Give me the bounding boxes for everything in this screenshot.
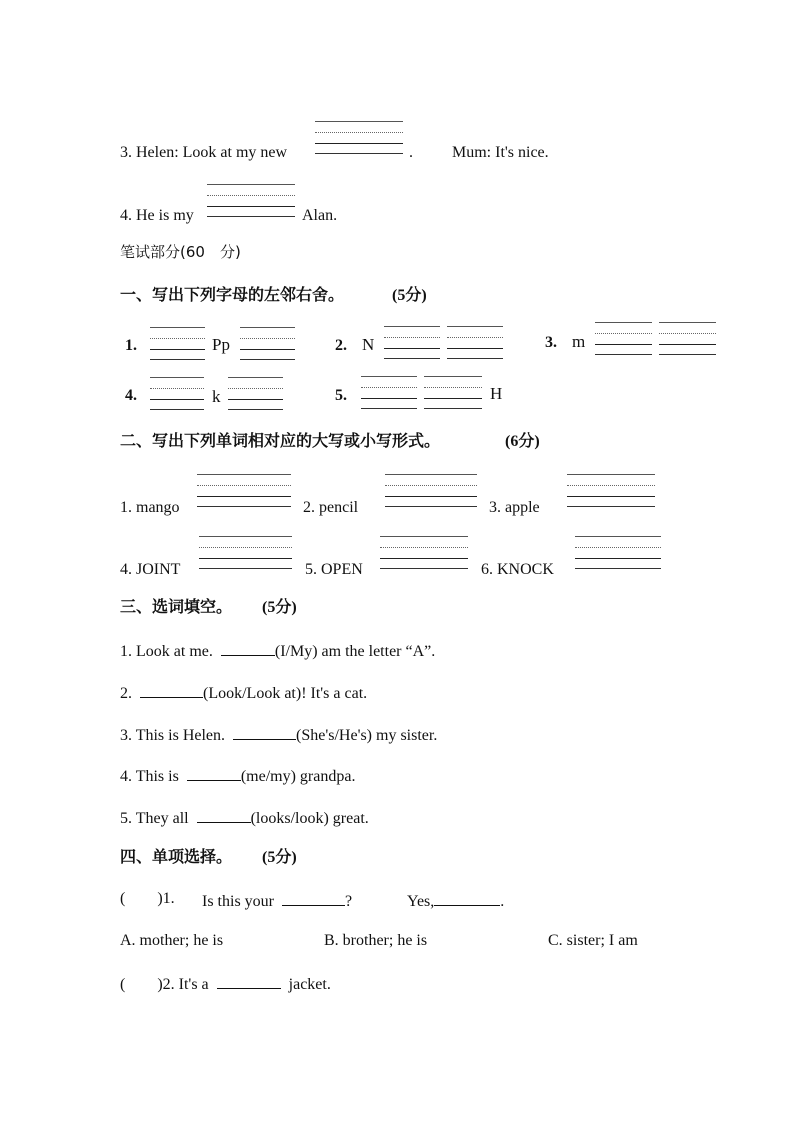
listening-q4-text: 4. He is my	[120, 207, 194, 224]
writing-grid[interactable]	[197, 474, 291, 507]
writing-grid[interactable]	[150, 377, 204, 410]
s1-letter: m	[572, 332, 586, 351]
listening-q4-tail: Alan.	[302, 207, 338, 224]
s2-word: 1. mango	[120, 499, 180, 516]
section1-score: (5分)	[392, 287, 427, 304]
listening-q3-text: 3. Helen: Look at my new	[120, 144, 288, 161]
s3-question: 2. (Look/Look at)! It's a cat.	[120, 685, 368, 702]
writing-grid[interactable]	[575, 536, 661, 569]
s4-q2: ( )2. It's a jacket.	[120, 976, 331, 993]
s4-q1-question: Is this your ?	[202, 893, 353, 910]
section2-score: (6分)	[505, 433, 540, 450]
option-b[interactable]: B. brother; he is	[324, 932, 428, 949]
writing-grid[interactable]	[228, 377, 283, 410]
listening-q3-reply: Mum: It's nice.	[452, 144, 549, 161]
s2-word: 5. OPEN	[305, 561, 363, 578]
writing-grid[interactable]	[567, 474, 655, 507]
answer-blank[interactable]	[434, 891, 500, 906]
writing-grid[interactable]	[240, 327, 295, 360]
answer-blank[interactable]	[217, 974, 281, 989]
s3-question: 4. This is (me/my) grandpa.	[120, 768, 356, 785]
s3-question: 1. Look at me. (I/My) am the letter “A”.	[120, 643, 436, 660]
s1-item-num: 1.	[125, 337, 137, 354]
s1-item-num: 2.	[335, 337, 347, 354]
s1-item-num: 3.	[545, 334, 557, 351]
writing-grid[interactable]	[207, 184, 295, 217]
listening-q3-dot: .	[409, 144, 413, 161]
writing-grid[interactable]	[385, 474, 477, 507]
s1-letter: H	[490, 384, 503, 403]
section1-title: 一、写出下列字母的左邻右舍。	[120, 285, 345, 304]
answer-blank[interactable]	[187, 766, 241, 781]
s2-word: 6. KNOCK	[481, 561, 554, 578]
s1-letter: N	[362, 335, 375, 354]
writing-grid[interactable]	[424, 376, 482, 409]
s2-word: 2. pencil	[303, 499, 359, 516]
answer-blank[interactable]	[282, 891, 345, 906]
writing-grid[interactable]	[150, 327, 205, 360]
section4-title: 四、单项选择。	[120, 847, 233, 866]
writing-grid[interactable]	[384, 326, 440, 359]
s4-q1-answer: Yes, .	[407, 893, 505, 910]
section4-score: (5分)	[262, 849, 297, 866]
answer-blank[interactable]	[221, 641, 275, 656]
s1-item-num: 5.	[335, 387, 347, 404]
section3-title: 三、选词填空。	[120, 597, 233, 616]
s4-q1-paren[interactable]: ( )1.	[120, 890, 175, 907]
writing-grid[interactable]	[315, 121, 403, 154]
s1-letter: Pp	[212, 335, 230, 354]
option-c[interactable]: C. sister; I am	[548, 932, 638, 949]
answer-blank[interactable]	[197, 808, 251, 823]
answer-blank[interactable]	[233, 725, 296, 740]
written-part-title: 笔试部分(60 分)	[120, 243, 241, 261]
s1-letter: k	[212, 387, 221, 406]
s3-question: 5. They all (looks/look) great.	[120, 810, 369, 827]
s4-q2-paren[interactable]: ( )2. It's a	[120, 976, 209, 993]
writing-grid[interactable]	[361, 376, 417, 409]
writing-grid[interactable]	[380, 536, 468, 569]
writing-grid[interactable]	[659, 322, 716, 355]
section3-score: (5分)	[262, 599, 297, 616]
writing-grid[interactable]	[447, 326, 503, 359]
section2-title: 二、写出下列单词相对应的大写或小写形式。	[120, 431, 441, 450]
s2-word: 4. JOINT	[120, 561, 181, 578]
s3-question: 3. This is Helen. (She's/He's) my sister.	[120, 727, 438, 744]
option-a[interactable]: A. mother; he is	[120, 932, 224, 949]
s1-item-num: 4.	[125, 387, 137, 404]
s2-word: 3. apple	[489, 499, 540, 516]
answer-blank[interactable]	[140, 683, 203, 698]
writing-grid[interactable]	[199, 536, 292, 569]
writing-grid[interactable]	[595, 322, 652, 355]
